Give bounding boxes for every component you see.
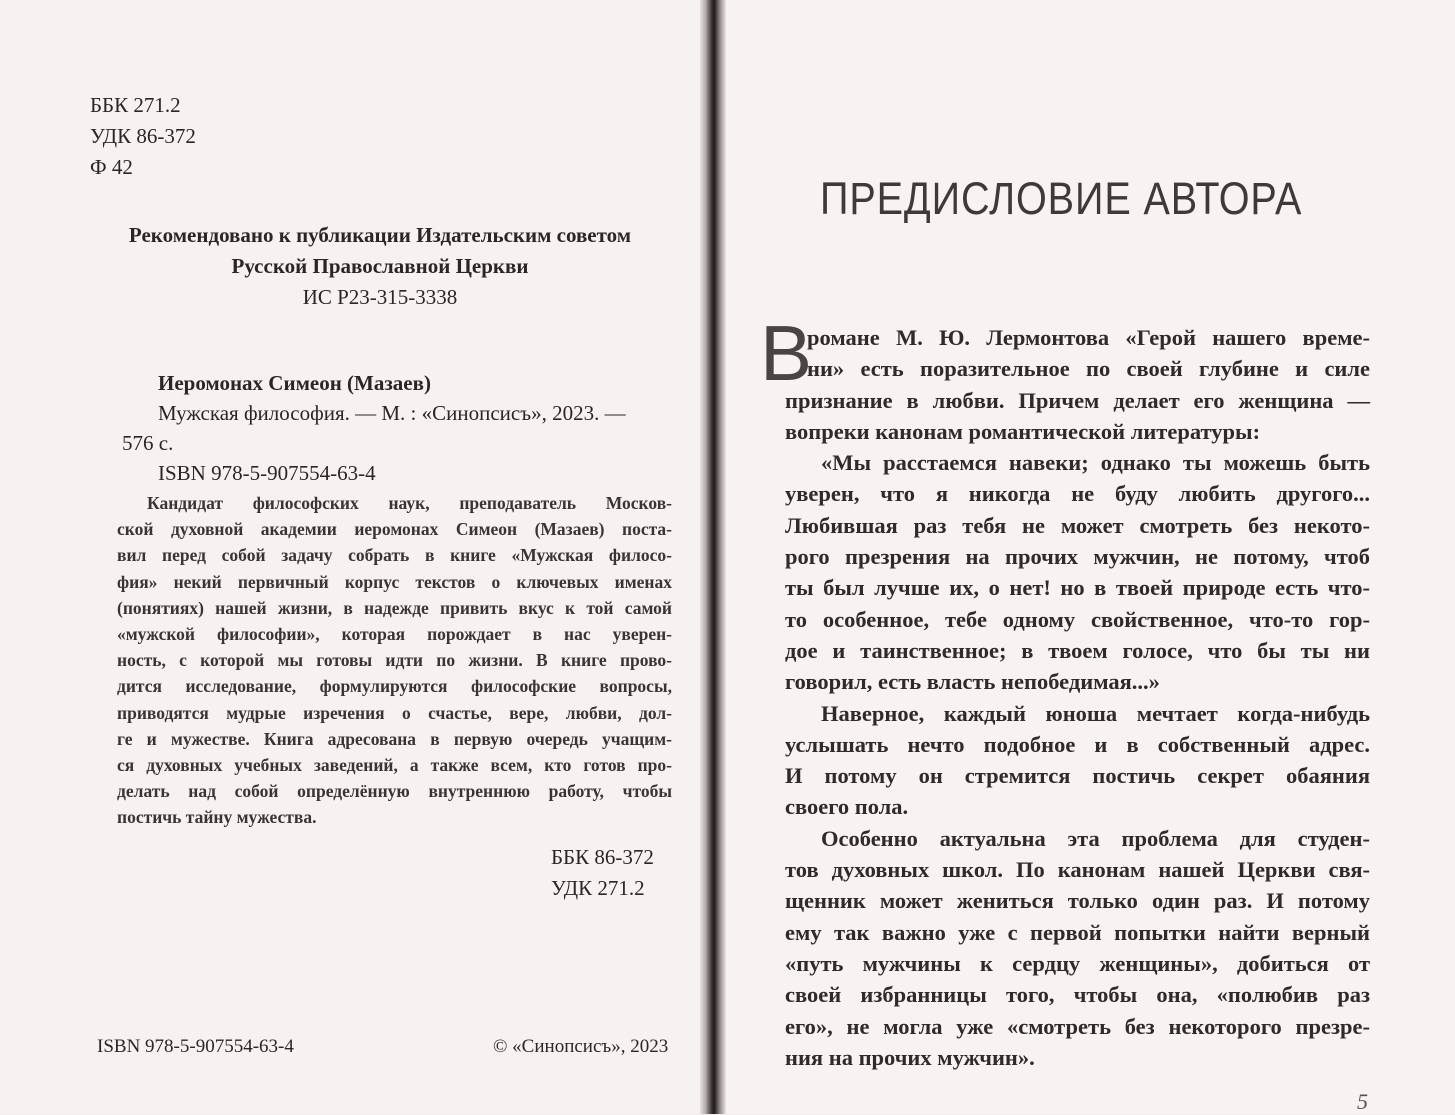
bottom-classification-codes	[551, 842, 654, 904]
annotation-line: ской духовной академии иеромонах Симеон (Мазаев) поста-	[117, 519, 672, 540]
author-name: Иеромонах Симеон (Мазаев)	[158, 371, 431, 395]
text-line: рого презрения на прочих мужчин, не потому, чтоб	[785, 544, 1370, 570]
annotation-line: ность, с которой мы готовы идти по жизни. В книге прово-	[117, 650, 672, 671]
page-number: 5	[1357, 1089, 1368, 1114]
text-line: то особенное, тебе одному свойственное, что-то гор-	[785, 606, 1370, 632]
author-mark: Ф 42	[90, 155, 133, 179]
bbk-code: ББК 271.2	[90, 93, 181, 117]
bbk-code-bottom: ББК 86-372	[551, 845, 654, 869]
recommendation-line-2: Русской Православной Церкви	[231, 254, 529, 278]
text-line: его», не могла уже «смотреть без некоторого презре-	[785, 1013, 1370, 1039]
recommendation	[30, 220, 730, 282]
book-spine	[700, 0, 726, 1114]
annotation-line: делать над собой определённую внутреннюю работу, чтобы	[117, 781, 672, 802]
text-line: «Мы расстаемся навеки; однако ты можешь быть	[821, 450, 1370, 476]
page-count: 576 с.	[122, 431, 174, 455]
annotation-line: приводятся мудрые изречения о счастье, вере, любви, дол-	[117, 702, 672, 723]
text-line: Наверное, каждый юноша мечтает когда-нибудь	[821, 700, 1370, 726]
udk-code: УДК 86-372	[90, 124, 196, 148]
drop-cap: В	[760, 309, 813, 397]
text-line: И потому он стремится постичь секрет обаяния	[785, 763, 1370, 789]
annotation-line: фия» некий первичный корпус текстов о ключевых именах	[117, 571, 672, 592]
text-line: ты был лучше их, о нет! но в твоей природе есть что-	[785, 575, 1370, 601]
text-line: романе М. Ю. Лермонтова «Герой нашего време-	[807, 325, 1370, 350]
annotation-line: «мужской философии», которая порождает в нас уверен-	[117, 623, 672, 644]
book-title-line: Мужская философия. — М. : «Синопсисъ», 2023. —	[158, 401, 626, 425]
annotation-line: (понятиях) нашей жизни, в надежде привить вкус к той самой	[117, 597, 672, 618]
text-line: уверен, что я никогда не буду любить другого...	[785, 481, 1370, 507]
recommendation-line-1: Рекомендовано к публикации Издательским советом	[128, 223, 632, 247]
chapter-title: ПРЕДИСЛОВИЕ АВТОРА	[820, 173, 1303, 224]
text-line: ни» есть поразительное по своей глубине и силе	[807, 356, 1370, 382]
isbn: ISBN 978-5-907554-63-4	[158, 461, 376, 485]
isbn-footer: ISBN 978-5-907554-63-4	[97, 1036, 294, 1057]
text-line: говорил, есть власть непобедимая...»	[785, 669, 1160, 695]
text-line: Особенно актуальна эта проблема для студен-	[821, 825, 1370, 851]
annotation-line: постичь тайну мужества.	[117, 807, 317, 828]
copyright: © «Синопсисъ», 2023	[493, 1036, 669, 1057]
text-line: дое и таинственное; в твоем голосе, что бы ты ни	[785, 637, 1370, 663]
text-line: тов духовных школ. По канонам нашей Церкви свя-	[785, 857, 1370, 883]
text-line: щенник может жениться только один раз. И потому	[785, 888, 1370, 914]
text-line: вопреки канонам романтической литературы:	[785, 418, 1261, 444]
annotation-line: ся духовных учебных заведений, а также всем, кто готов про-	[117, 754, 672, 775]
annotation-line: вил перед собой задачу собрать в книге «Мужская филосо-	[117, 545, 672, 566]
is-code: ИС Р23-315-3338	[302, 285, 458, 309]
annotation-line: Кандидат философских наук, преподаватель Москов-	[147, 493, 672, 513]
text-line: Любившая раз тебя не может смотреть без некото-	[785, 512, 1370, 538]
annotation-line: ге и мужестве. Книга адресована в первую очередь учащим-	[117, 728, 672, 749]
classification-codes	[90, 90, 196, 183]
annotation-line: дится исследование, формулируются философские вопросы,	[117, 676, 672, 697]
udk-code-bottom: УДК 271.2	[551, 876, 645, 900]
text-line: «путь мужчины к сердцу женщины», добиться от	[785, 950, 1370, 976]
preface-text	[785, 322, 1370, 1073]
text-line: ему так важно уже с первой попытки найти верный	[785, 919, 1370, 945]
annotation	[117, 490, 672, 830]
text-line: признание в любви. Причем делает его женщина —	[785, 387, 1370, 413]
text-line: ния на прочих мужчин».	[785, 1044, 1035, 1070]
text-line: услышать нечто подобное и в собственный адрес.	[785, 731, 1370, 757]
text-line: своего пола.	[785, 794, 909, 820]
text-line: своей избранницы того, чтобы она, «полюбив раз	[785, 982, 1370, 1008]
